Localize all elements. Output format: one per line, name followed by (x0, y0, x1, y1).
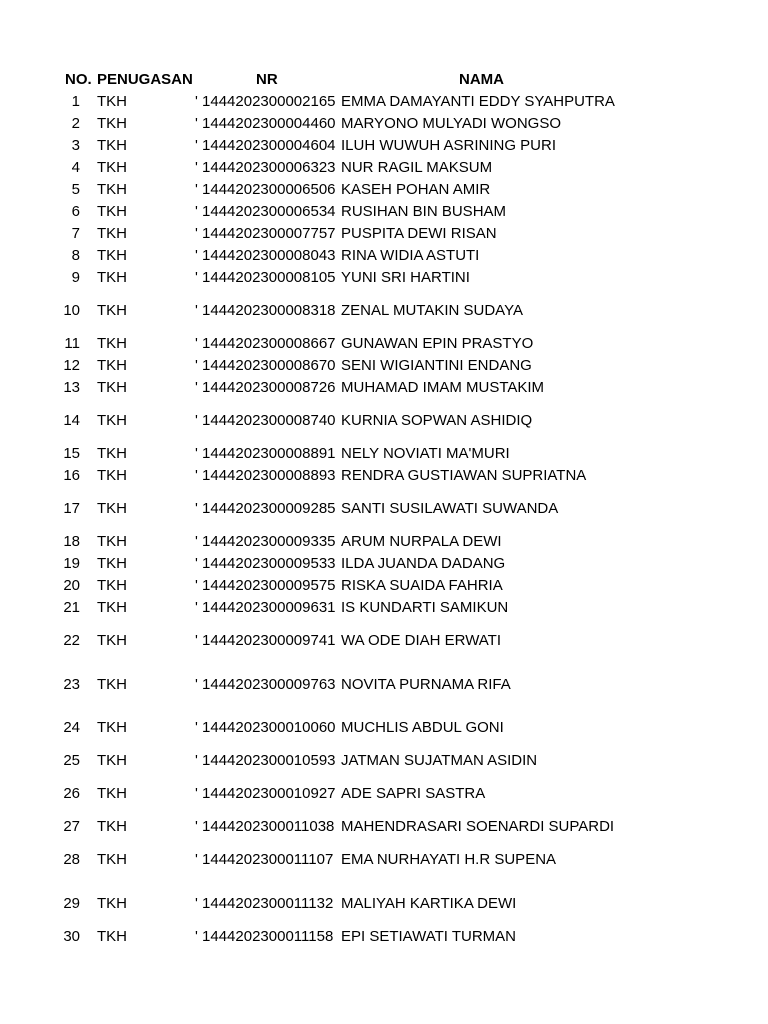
row-nama: KURNIA SOPWAN ASHIDIQ (341, 412, 533, 429)
row-nama: WA ODE DIAH ERWATI (341, 632, 502, 649)
row-number: 25 (63, 752, 80, 769)
row-nr: ' 1444202300011132 (195, 895, 334, 912)
row-number: 18 (63, 533, 80, 550)
row-nr: ' 1444202300006506 (195, 181, 336, 198)
row-nr: ' 1444202300008667 (195, 335, 336, 352)
row-nama: ZENAL MUTAKIN SUDAYA (341, 302, 523, 319)
row-nama: EMA NURHAYATI H.R SUPENA (341, 851, 557, 868)
row-nr: ' 1444202300009575 (195, 577, 336, 594)
row-nr: ' 1444202300006323 (195, 159, 336, 176)
row-nama: MUCHLIS ABDUL GONI (341, 719, 504, 736)
row-penugasan: TKH (97, 719, 127, 736)
row-number: 11 (64, 335, 80, 352)
row-nr: ' 1444202300007757 (195, 225, 336, 242)
row-nama: MAHENDRASARI SOENARDI SUPARDI (341, 818, 615, 835)
row-nr: ' 1444202300010060 (195, 719, 336, 736)
row-penugasan: TKH (97, 269, 127, 286)
row-nama: SENI WIGIANTINI ENDANG (341, 357, 532, 374)
row-penugasan: TKH (97, 785, 127, 802)
row-number: 22 (63, 632, 80, 649)
row-number: 2 (71, 115, 80, 132)
row-nr: ' 1444202300009631 (195, 599, 336, 616)
row-nama: SANTI SUSILAWATI SUWANDA (341, 500, 559, 517)
row-nama: EMMA DAMAYANTI EDDY SYAHPUTRA (341, 93, 615, 110)
row-nama: RISKA SUAIDA FAHRIA (341, 577, 503, 594)
row-number: 12 (63, 357, 80, 374)
row-penugasan: TKH (97, 159, 127, 176)
row-nama: EPI SETIAWATI TURMAN (341, 928, 517, 945)
row-penugasan: TKH (97, 676, 127, 693)
row-nr: ' 1444202300008740 (195, 412, 336, 429)
header-no: NO. (65, 71, 92, 88)
row-penugasan: TKH (97, 555, 127, 572)
row-number: 27 (63, 818, 80, 835)
row-number: 14 (63, 412, 80, 429)
row-nr: ' 1444202300002165 (195, 93, 336, 110)
row-penugasan: TKH (97, 93, 127, 110)
row-nr: ' 1444202300009763 (195, 676, 336, 693)
row-penugasan: TKH (97, 203, 127, 220)
row-number: 7 (71, 225, 80, 242)
row-number: 24 (63, 719, 80, 736)
row-nama: KASEH POHAN AMIR (341, 181, 491, 198)
row-penugasan: TKH (97, 599, 127, 616)
row-nama: MUHAMAD IMAM MUSTAKIM (341, 379, 545, 396)
row-penugasan: TKH (97, 335, 127, 352)
row-nama: ADE SAPRI SASTRA (341, 785, 486, 802)
row-penugasan: TKH (97, 632, 127, 649)
row-penugasan: TKH (97, 500, 127, 517)
row-number: 5 (71, 181, 80, 198)
row-number: 15 (63, 445, 80, 462)
header-penugasan: PENUGASAN (97, 71, 193, 88)
row-nr: ' 1444202300008726 (195, 379, 336, 396)
row-nr: ' 1444202300011158 (195, 928, 334, 945)
row-penugasan: TKH (97, 851, 127, 868)
row-nama: ILUH WUWUH ASRINING PURI (341, 137, 557, 154)
row-nr: ' 1444202300010927 (195, 785, 336, 802)
row-penugasan: TKH (97, 818, 127, 835)
row-penugasan: TKH (97, 181, 127, 198)
row-number: 19 (63, 555, 80, 572)
row-penugasan: TKH (97, 533, 127, 550)
row-number: 1 (71, 93, 80, 110)
row-number: 4 (71, 159, 80, 176)
row-nr: ' 1444202300009741 (195, 632, 336, 649)
row-nr: ' 1444202300008891 (195, 445, 336, 462)
row-nama: YUNI SRI HARTINI (341, 269, 470, 286)
row-number: 26 (63, 785, 80, 802)
row-penugasan: TKH (97, 928, 127, 945)
row-penugasan: TKH (97, 577, 127, 594)
row-nama: JATMAN SUJATMAN ASIDIN (341, 752, 538, 769)
row-nama: GUNAWAN EPIN PRASTYO (341, 335, 534, 352)
row-penugasan: TKH (97, 379, 127, 396)
row-penugasan: TKH (97, 357, 127, 374)
row-nama: MARYONO MULYADI WONGSO (341, 115, 562, 132)
row-nama: RINA WIDIA ASTUTI (341, 247, 480, 264)
row-nama: NUR RAGIL MAKSUM (341, 159, 493, 176)
row-nama: NELY NOVIATI MA'MURI (341, 445, 510, 462)
row-number: 9 (71, 269, 80, 286)
row-penugasan: TKH (97, 895, 127, 912)
header-nama: NAMA (459, 71, 504, 88)
row-number: 29 (63, 895, 80, 912)
row-number: 16 (63, 467, 80, 484)
row-nr: ' 1444202300008893 (195, 467, 336, 484)
row-nr: ' 1444202300006534 (195, 203, 336, 220)
row-nama: PUSPITA DEWI RISAN (341, 225, 497, 242)
row-nr: ' 1444202300009285 (195, 500, 336, 517)
row-nama: MALIYAH KARTIKA DEWI (341, 895, 517, 912)
row-penugasan: TKH (97, 115, 127, 132)
row-nr: ' 1444202300009335 (195, 533, 336, 550)
row-number: 30 (63, 928, 80, 945)
row-penugasan: TKH (97, 225, 127, 242)
row-nr: ' 1444202300009533 (195, 555, 336, 572)
row-nama: ILDA JUANDA DADANG (341, 555, 506, 572)
row-nama: ARUM NURPALA DEWI (341, 533, 502, 550)
row-number: 20 (63, 577, 80, 594)
header-nr: NR (256, 71, 278, 88)
row-penugasan: TKH (97, 247, 127, 264)
row-nama: RUSIHAN BIN BUSHAM (341, 203, 507, 220)
row-penugasan: TKH (97, 412, 127, 429)
row-penugasan: TKH (97, 752, 127, 769)
row-number: 8 (71, 247, 80, 264)
row-number: 21 (63, 599, 80, 616)
row-number: 17 (63, 500, 80, 517)
row-number: 23 (63, 676, 80, 693)
row-number: 10 (63, 302, 80, 319)
row-nr: ' 1444202300004604 (195, 137, 336, 154)
row-penugasan: TKH (97, 302, 127, 319)
row-nr: ' 1444202300008318 (195, 302, 336, 319)
row-nama: IS KUNDARTI SAMIKUN (341, 599, 509, 616)
row-penugasan: TKH (97, 137, 127, 154)
row-penugasan: TKH (97, 467, 127, 484)
row-nama: RENDRA GUSTIAWAN SUPRIATNA (341, 467, 587, 484)
row-nr: ' 1444202300008043 (195, 247, 336, 264)
row-nr: ' 1444202300011038 (195, 818, 335, 835)
row-nr: ' 1444202300004460 (195, 115, 336, 132)
row-number: 3 (71, 137, 80, 154)
row-penugasan: TKH (97, 445, 127, 462)
row-nr: ' 1444202300008670 (195, 357, 336, 374)
row-nr: ' 1444202300011107 (195, 851, 334, 868)
row-nr: ' 1444202300010593 (195, 752, 336, 769)
row-nr: ' 1444202300008105 (195, 269, 336, 286)
row-number: 6 (71, 203, 80, 220)
row-number: 13 (63, 379, 80, 396)
row-number: 28 (63, 851, 80, 868)
row-nama: NOVITA PURNAMA RIFA (341, 676, 511, 693)
